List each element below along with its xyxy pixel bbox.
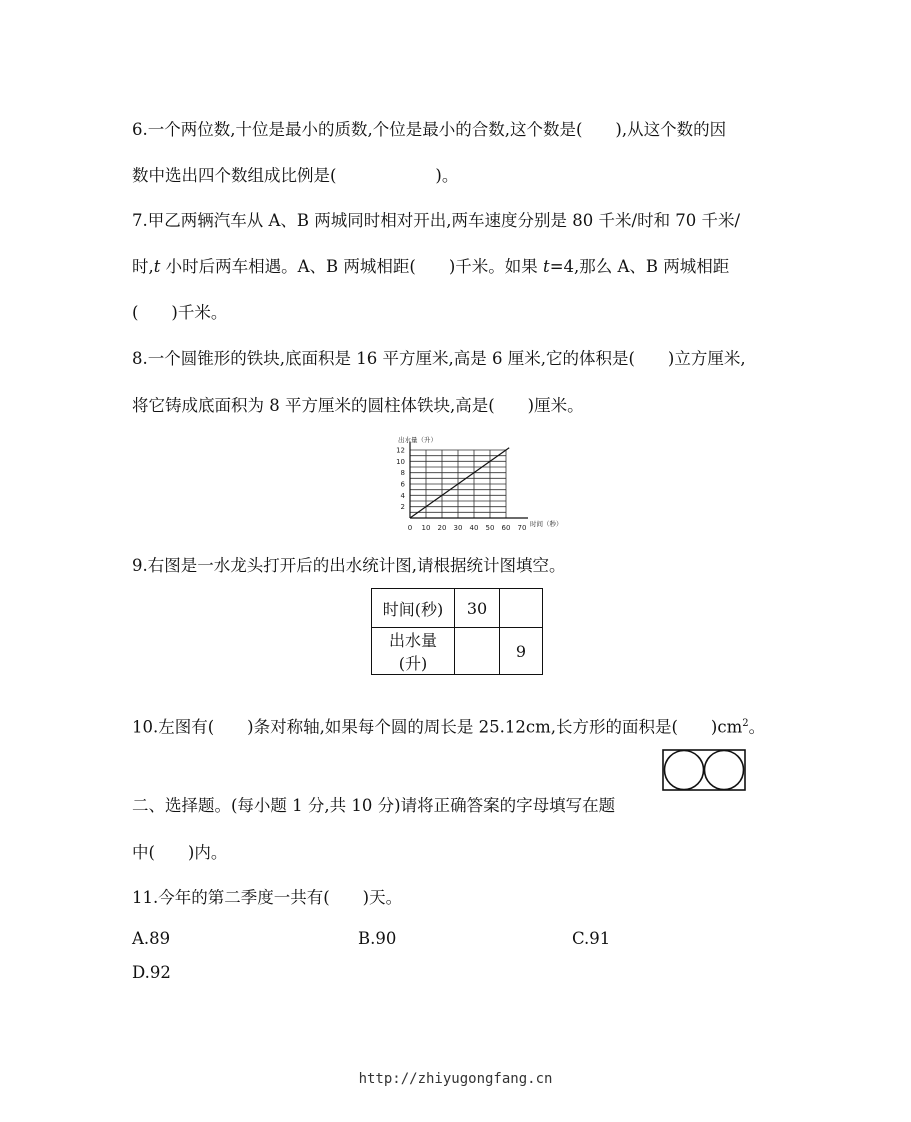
- q11-option-d: D.92: [132, 963, 171, 982]
- section2-line2: 中( )内。: [132, 843, 228, 862]
- q9-text: 9.右图是一水龙头打开后的出水统计图,请根据统计图填空。: [132, 556, 566, 575]
- q10-end: 。: [748, 717, 766, 737]
- x-tick-label: 70: [517, 524, 527, 532]
- q11-option-a: A.89: [132, 929, 171, 948]
- table-header-water: 出水量(升): [372, 628, 455, 675]
- x-tick-label: 30: [453, 524, 463, 532]
- x-tick-label: 60: [501, 524, 511, 532]
- q9-table: [371, 588, 543, 675]
- table-cell: [500, 589, 543, 628]
- rectangle-two-circles-figure: [662, 749, 746, 791]
- q7-line2: [132, 256, 729, 278]
- q10-main: 10.左图有( )条对称轴,如果每个圆的周长是 25.12cm,长方形的面积是( )cm: [132, 717, 743, 737]
- table-cell: 30: [455, 589, 500, 628]
- y-tick-label: 8: [400, 469, 405, 478]
- q7-text-c: =4,那么 A、B 两城相距: [549, 257, 730, 276]
- q8-line2: 将它铸成底面积为 8 平方厘米的圆柱体铁块,高是( )厘米。: [132, 396, 584, 415]
- q10-text: [132, 713, 765, 739]
- y-tick-label: 6: [400, 480, 405, 489]
- y-tick-label: 12: [396, 446, 405, 455]
- table-cell: 9: [500, 628, 543, 675]
- x-tick-label: 50: [485, 524, 495, 532]
- q7-text-a: 时,: [132, 257, 154, 276]
- q6-line1: 6.一个两位数,十位是最小的质数,个位是最小的合数,这个数是( ),从这个数的因: [132, 120, 727, 139]
- x-tick-label: 10: [421, 524, 431, 532]
- x-tick-label: 40: [469, 524, 479, 532]
- x-tick-label: 0: [407, 524, 413, 532]
- y-tick-label: 4: [400, 491, 405, 500]
- series-line: [410, 448, 509, 518]
- q7-var-t1: t: [153, 257, 161, 276]
- q7-var-t2: t: [543, 257, 550, 276]
- q7-line1: 7.甲乙两辆汽车从 A、B 两城同时相对开出,两车速度分别是 80 千米/时和 70 千米/: [132, 211, 741, 230]
- table-row: [372, 628, 543, 675]
- table-row: [372, 589, 543, 628]
- water-output-chart: [378, 434, 574, 540]
- q10-superscript: 2: [742, 718, 749, 729]
- x-axis-label: 时间（秒）: [530, 520, 563, 528]
- y-tick-label: 10: [396, 457, 405, 466]
- table-header-time: 时间(秒): [372, 589, 455, 628]
- y-tick-label: 2: [400, 503, 405, 512]
- q11-option-b: B.90: [358, 929, 397, 948]
- q8-line1: 8.一个圆锥形的铁块,底面积是 16 平方厘米,高是 6 厘米,它的体积是( )立方厘米,: [132, 349, 746, 368]
- q6-line2: 数中选出四个数组成比例是( )。: [132, 166, 459, 185]
- section2-line1: 二、选择题。(每小题 1 分,共 10 分)请将正确答案的字母填写在题: [132, 796, 616, 815]
- table-cell: [455, 628, 500, 675]
- q11-option-c: C.91: [572, 929, 611, 948]
- q11-text: 11.今年的第二季度一共有( )天。: [132, 888, 403, 907]
- q7-line3: ( )千米。: [132, 303, 228, 322]
- q7-text-b: 小时后两车相遇。A、B 两城相距( )千米。如果: [160, 257, 544, 276]
- y-axis-label: 出水量（升）: [398, 436, 437, 444]
- footer-url: http://zhiyugongfang.cn: [358, 1071, 553, 1087]
- x-tick-label: 20: [437, 524, 447, 532]
